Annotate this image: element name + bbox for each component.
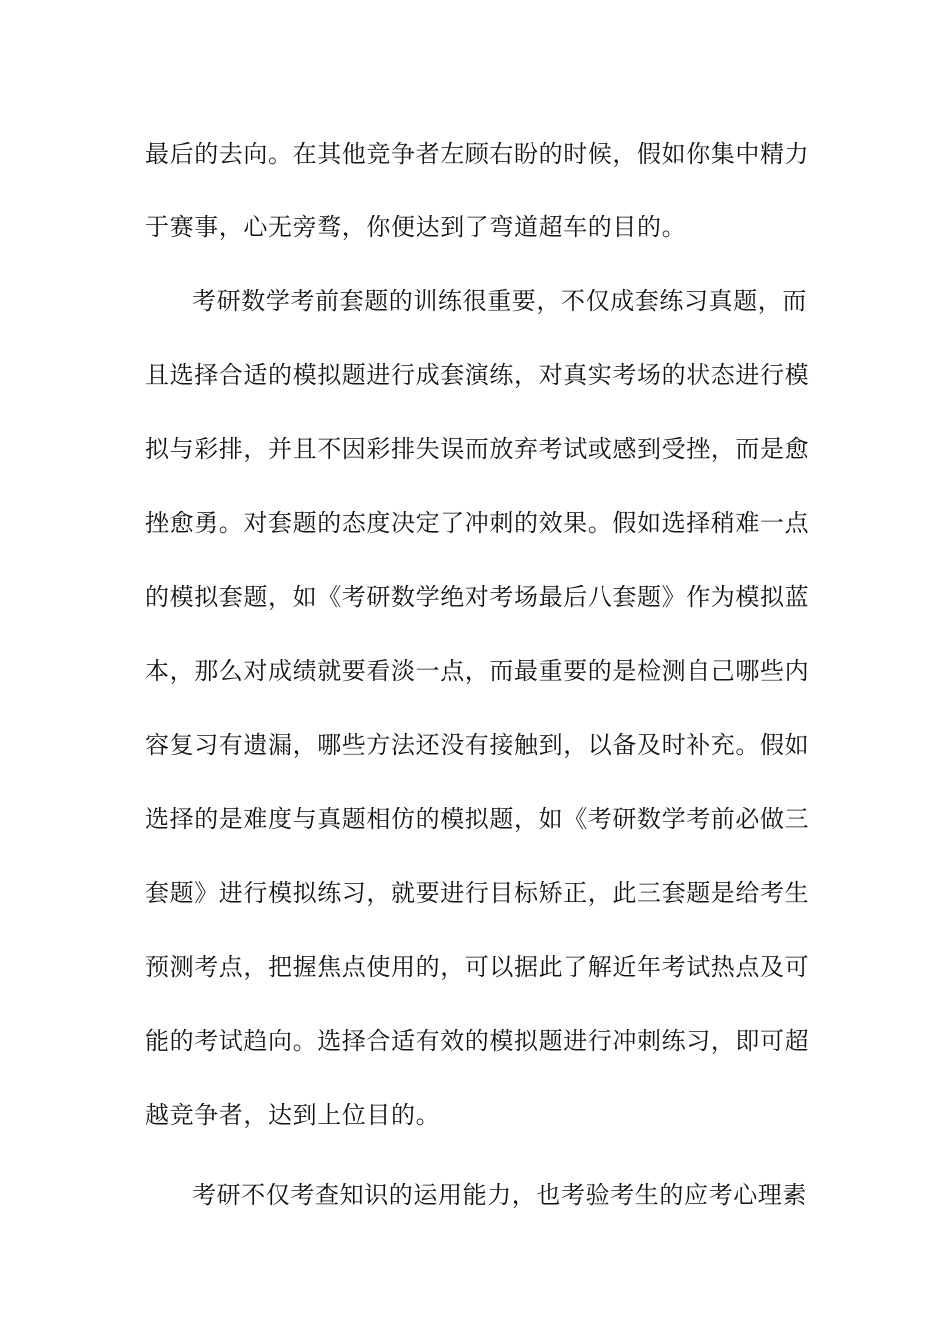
paragraph-line: 套题》进行模拟练习，就要进行目标矫正，此三套题是给考生 [145,879,810,907]
paragraph-line: 考研不仅考查知识的运用能力，也考验考生的应考心理素 [192,1181,807,1209]
paragraph-line: 挫愈勇。对套题的态度决定了冲刺的效果。假如选择稍难一点 [145,509,810,537]
paragraph-line: 拟与彩排，并且不因彩排失误而放弃考试或感到受挫，而是愈 [145,435,810,463]
paragraph-line: 预测考点，把握焦点使用的，可以据此了解近年考试热点及可 [145,953,810,981]
paragraph-line: 越竞争者，达到上位目的。 [145,1101,441,1129]
paragraph-line: 最后的去向。在其他竞争者左顾右盼的时候，假如你集中精力 [145,140,810,168]
paragraph-line: 于赛事，心无旁骛，你便达到了弯道超车的目的。 [145,213,687,241]
paragraph-line: 选择的是难度与真题相仿的模拟题，如《考研数学考前必做三 [145,805,810,833]
paragraph-line: 能的考试趋向。选择合适有效的模拟题进行冲刺练习，即可超 [145,1027,810,1055]
paragraph-line: 且选择合适的模拟题进行成套演练，对真实考场的状态进行模 [145,361,810,389]
paragraph-line: 容复习有遗漏，哪些方法还没有接触到，以备及时补充。假如 [145,731,810,759]
paragraph-line: 的模拟套题，如《考研数学绝对考场最后八套题》作为模拟蓝 [145,583,810,611]
paragraph-line: 考研数学考前套题的训练很重要，不仅成套练习真题，而 [192,287,807,315]
paragraph-line: 本，那么对成绩就要看淡一点，而最重要的是检测自己哪些内 [145,657,810,685]
